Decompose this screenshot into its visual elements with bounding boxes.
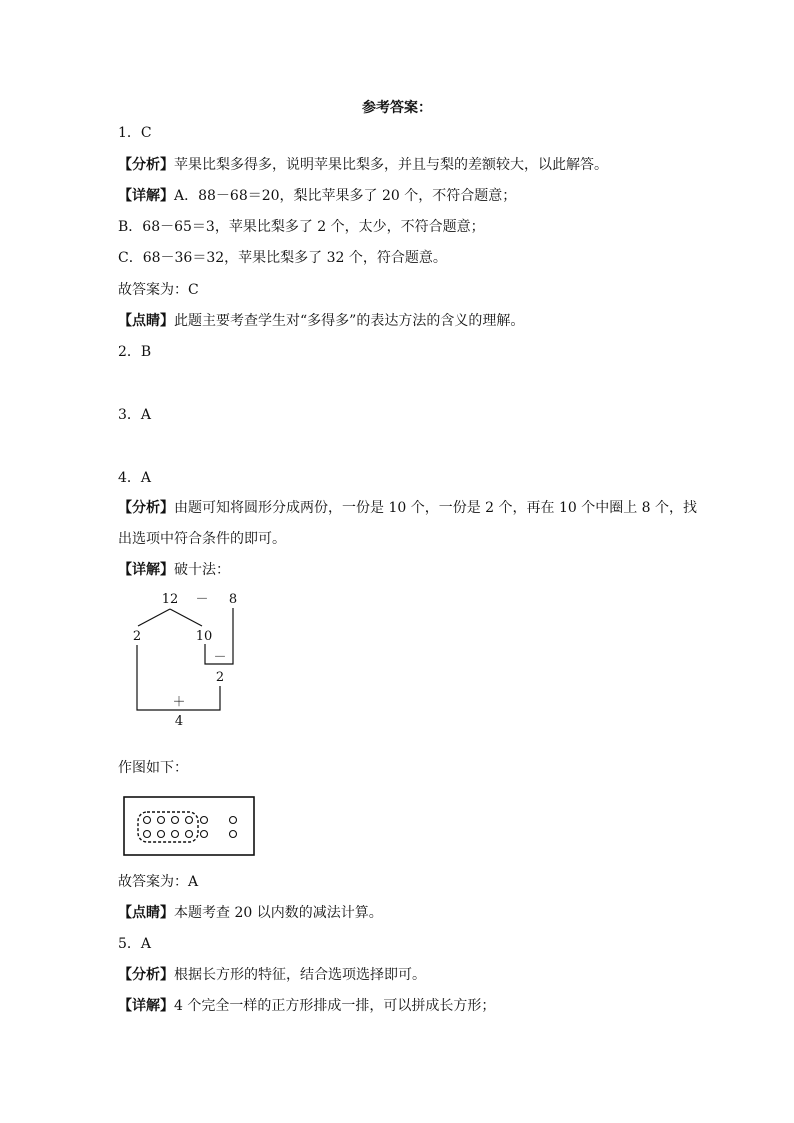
number-10: 10	[195, 629, 213, 644]
q4-answer: 4．A	[118, 470, 152, 486]
q5-answer: 5．A	[118, 936, 152, 952]
detail-tag: 【详解】	[118, 562, 174, 578]
q1-analysis	[118, 156, 608, 174]
q1-answer: 1．C	[118, 125, 152, 141]
circle	[201, 831, 208, 838]
circle	[172, 817, 179, 824]
analysis-tag: 【分析】	[118, 967, 174, 983]
analysis-tag: 【分析】	[118, 500, 174, 516]
q4-detail	[118, 561, 230, 579]
q1-final-answer: 故答案为：C	[118, 282, 199, 298]
analysis-text: 苹果比梨多得多，说明苹果比梨多，并且与梨的差额较大，以此解答。	[174, 157, 608, 173]
circle	[186, 817, 193, 824]
circle	[158, 831, 165, 838]
number-2-left: 2	[132, 629, 142, 644]
result-4: 4	[174, 714, 184, 729]
branch-left	[138, 609, 170, 626]
q1-detail-c: C．68－36＝32，苹果比梨多了 32 个，符合题意。	[118, 250, 447, 266]
q4-final-answer: 故答案为：A	[118, 874, 199, 890]
q4-analysis-cont: 出选项中符合条件的即可。	[118, 531, 286, 547]
circle	[230, 817, 237, 824]
comment-tag: 【点睛】	[118, 905, 174, 921]
q4-analysis	[118, 499, 697, 517]
circle	[230, 831, 237, 838]
q5-analysis	[118, 966, 426, 984]
circles-top-row	[144, 817, 237, 824]
circle	[201, 817, 208, 824]
comment-tag: 【点睛】	[118, 313, 174, 329]
q1-detail-a	[118, 187, 516, 205]
detail-tag: 【详解】	[118, 998, 174, 1014]
analysis-text: 由题可知将圆形分成两份，一份是 10 个，一份是 2 个，再在 10 个中圈上 8 个，找	[174, 500, 698, 516]
minus-sign-top: －	[195, 592, 209, 607]
number-8: 8	[228, 592, 238, 607]
drawing-frame	[124, 797, 254, 855]
circle	[144, 831, 151, 838]
circle	[158, 817, 165, 824]
circle-drawing	[123, 796, 257, 858]
break-ten-diagram	[128, 588, 258, 730]
branch-right	[170, 609, 202, 626]
circle	[172, 831, 179, 838]
q4-comment	[118, 904, 383, 922]
comment-text: 此题主要考查学生对“多得多”的表达方法的含义的理解。	[174, 313, 525, 329]
minus-sign-inner: －	[213, 650, 227, 665]
circle	[144, 817, 151, 824]
detail-tag: 【详解】	[118, 188, 174, 204]
circle	[186, 831, 193, 838]
page-title: 参考答案：	[362, 100, 432, 116]
plus-sign: ＋	[172, 695, 186, 710]
number-12: 12	[161, 592, 179, 607]
number-2-right: 2	[215, 670, 225, 685]
analysis-tag: 【分析】	[118, 157, 174, 173]
q4-draw-label: 作图如下：	[118, 760, 188, 776]
q3-answer: 3．A	[118, 407, 152, 423]
q2-answer: 2．B	[118, 344, 152, 360]
comment-text: 本题考查 20 以内数的减法计算。	[174, 905, 383, 921]
circles-bottom-row	[144, 831, 237, 838]
q1-detail-b: B．68－65＝3，苹果比梨多了 2 个，太少，不符合题意；	[118, 219, 485, 235]
q5-detail	[118, 997, 495, 1015]
detail-text: 4 个完全一样的正方形排成一排，可以拼成长方形；	[174, 998, 496, 1014]
detail-text: A．88－68＝20，梨比苹果多了 20 个，不符合题意；	[174, 188, 517, 204]
q1-comment	[118, 312, 524, 330]
analysis-text: 根据长方形的特征，结合选项选择即可。	[174, 967, 426, 983]
detail-text: 破十法：	[174, 562, 230, 578]
